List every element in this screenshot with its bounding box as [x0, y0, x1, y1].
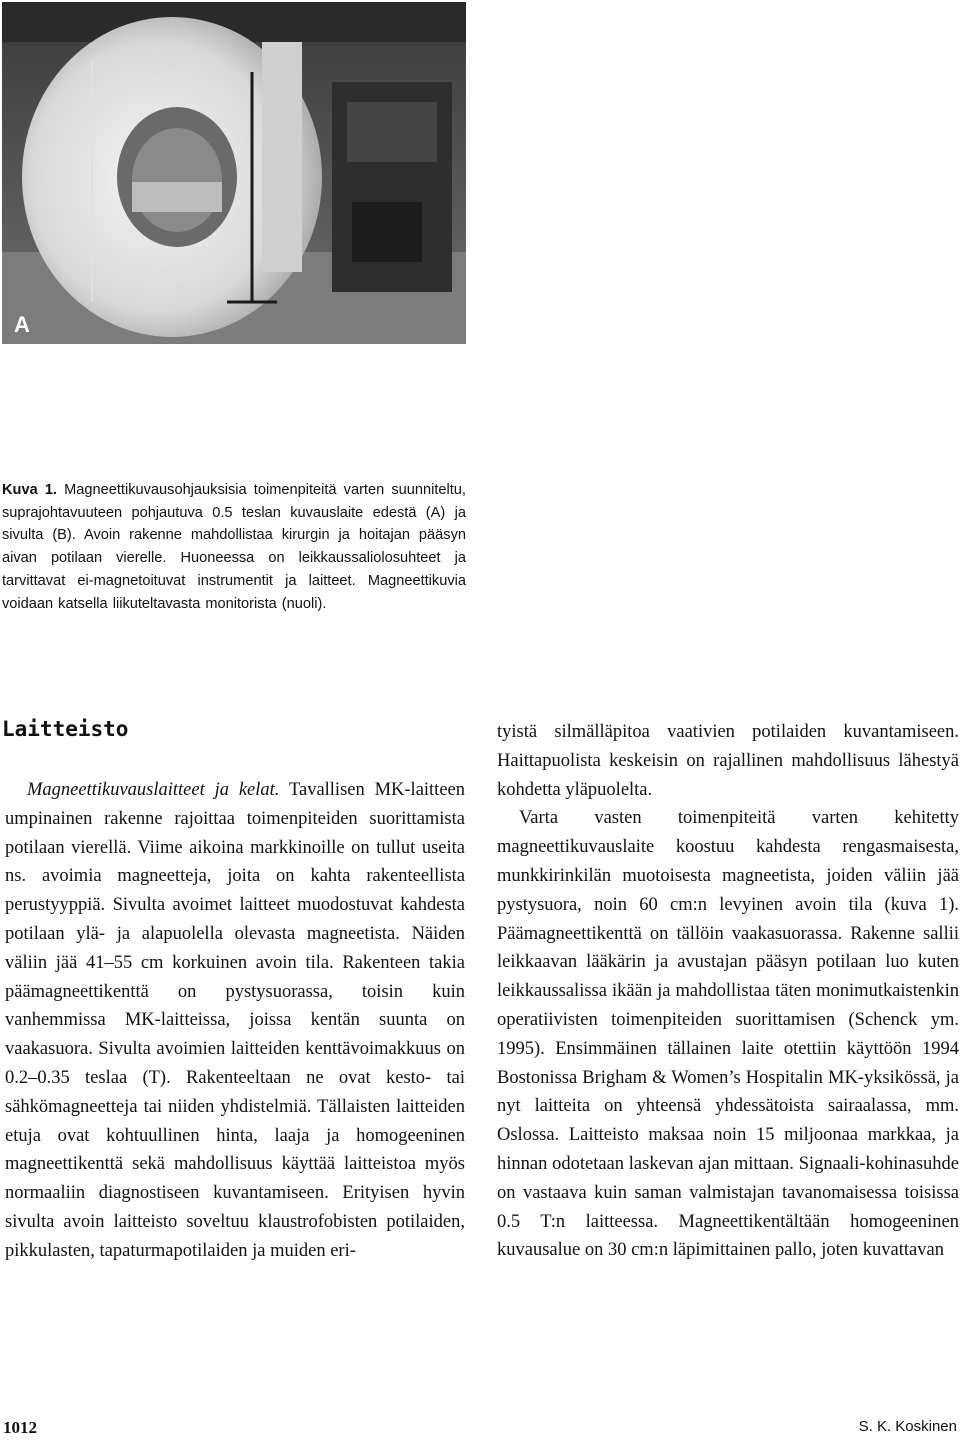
right-paragraph-2: Varta vasten toimenpiteitä varten kehitetty magneettikuvauslaite koostuu kahdesta rengasmaisesta, munkkirinkilän muotoisesta magneetista, joiden väliin jää pystysuora, noin 60 cm:n levyinen avoin tila (kuva 1). Päämagneettikenttä on tällöin vaakasuorassa. Rakenne sallii leikkaavan lääkärin ja avustajan pääsyn potilaan luo kuten leikkaussalissa ikään ja mahdollistaa täten monimutkaistenkin operatiivisten toimenpiteiden suorittamisen (Schenck ym. 1995). Ensimmäinen tällainen laite otettiin käyttöön 1994 Bostonissa Brigham & Women’s Hospitalin MK-yksikössä, ja nyt laitteita on yhteensä yhdessätoista sairaalassa, mm. Oslossa. Laitteisto maksaa noin 15 miljoonaa markkaa, ja hinnan odotetaan laskevan ajan mittaan. Signaali-kohinasuhde on vastaava kuin saman valmistajan tavanomaisessa toisissa 0.5 T:n laitteessa. Magneettikentältään homogeeninen kuvausalue on 30 cm:n läpimittainen pallo, joten kuvattavan — [497, 808, 959, 1261]
caption-text: Magneettikuvausohjauksisia toimenpiteitä varten suunniteltu, suprajohtavuuteen pohjautuva 0.5 teslan kuvauslaite edestä (A) ja sivulta (B). Avoin rakenne mahdollistaa kirurgin ja hoitajan pääsyn aivan potilaan vierelle. Huoneessa on leikkaussaliolosuhteet ja tarvittavat ei-magnetoituvat instrumentit ja laitteet. Magneettikuvia voidaan katsella liikuteltavasta monitorista (nuoli). — [2, 482, 466, 612]
left-paragraph — [5, 776, 465, 1266]
panel-label: A — [14, 312, 30, 337]
left-column — [5, 776, 465, 1266]
mri-photo — [2, 2, 466, 344]
caption-label: Kuva 1. — [2, 482, 57, 498]
page-number: 1012 — [3, 1418, 37, 1437]
mri-scanner-illustration — [2, 2, 466, 344]
author: S. K. Koskinen — [858, 1418, 957, 1435]
section-heading: Laitteisto — [2, 717, 129, 741]
left-paragraph-text: Tavallisen MK-laitteen umpinainen rakenne rajoittaa toimenpiteiden suorittamista potilaan vierellä. Viime aikoina markkinoille on tullut useita ns. avoimia magneetteja, joita on kahta rakenteellista perustyyppiä. Sivulta avoimet laitteet muodostuvat kahdesta potilaan ylä- ja alapuolella olevasta magneetista. Näiden väliin jää 41–55 cm korkuinen avoin tila. Rakenteen takia päämagneettikenttä on pystysuorassa, toisin kuin vanhemmissa MK-laitteissa, joissa kentän suunta on vaakasuora. Sivulta avoimien laitteiden kenttävoimakkuus on 0.2–0.35 teslaa (T). Rakenteeltaan ne ovat kesto- tai sähkömagneetteja tai niiden yhdistelmiä. Tällaisten laitteiden etuja ovat kohtuullinen hinta, laaja ja homogeeninen magneettikenttä sekä mahdollisuus käyttää laitteistoa myös normaaliin diagnostiseen kuvantamiseen. Erityisen hyvin sivulta avoin laitteisto soveltuu klaustrofobisten potilaiden, pikkulasten, tapaturmapotilaiden ja muiden eri- — [5, 780, 465, 1261]
subheading: Magneettikuvauslaitteet ja kelat. — [27, 780, 280, 800]
right-paragraph-1: tyistä silmälläpitoa vaativien potilaiden kuvantamiseen. Haittapuolista keskeisin on rajallinen mahdollisuus lähestyä kohdetta yläpuolelta. — [497, 722, 959, 800]
right-column — [497, 718, 959, 1265]
figure-caption — [2, 479, 466, 615]
